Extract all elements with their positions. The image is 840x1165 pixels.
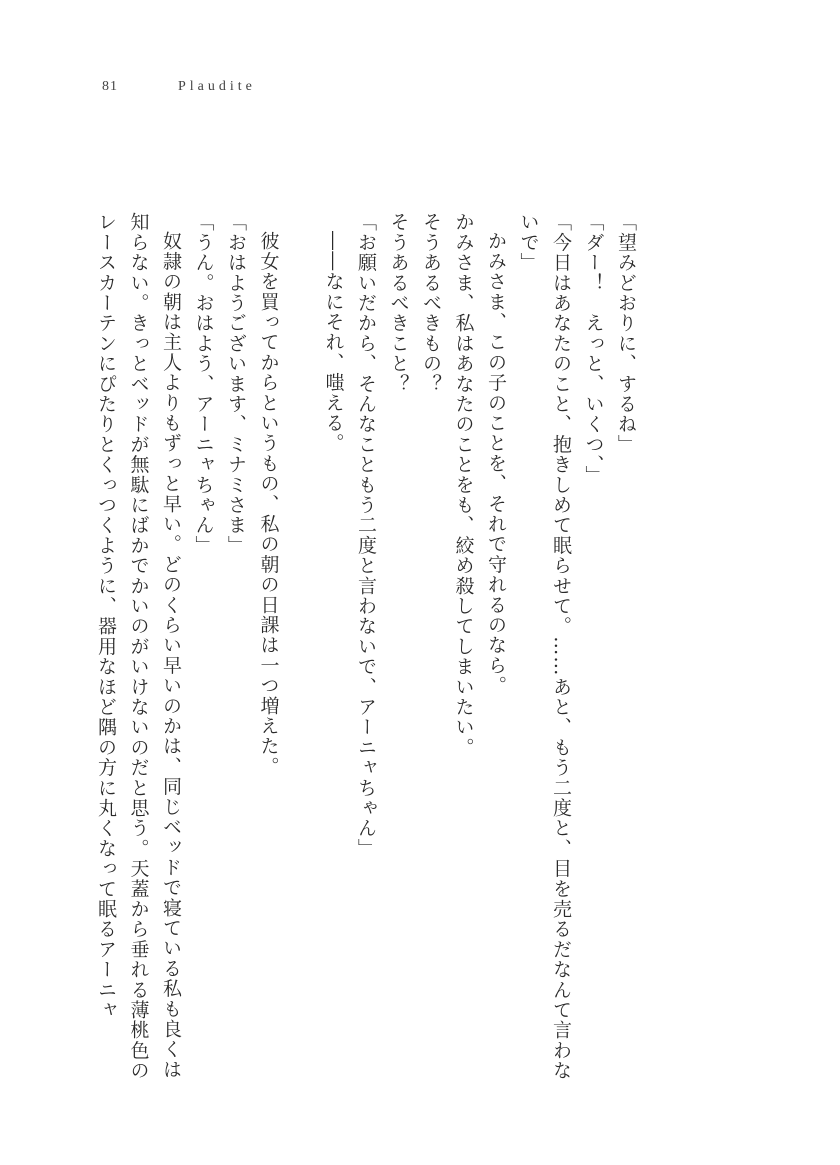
text-line: 「望みどおりに、するね」	[615, 212, 637, 455]
text-line: 奴隷の朝は主人よりもずっと早い。どのくらい早いのかは、同じベッドで寝ている私も良くは知らない。きっとベッドが無駄にばかでかいのがいけないのだと思う。天蓋から垂れる薄桃色のレースカーテンにぴたりとくっつくように、器用なほど隅の方に丸くなって眠るアーニャ	[95, 212, 182, 1081]
text-line: かみさま、この子のことを、それで守れるのなら。	[485, 231, 507, 696]
text-line: かみさま、私はあなたのことをも、絞め殺してしまいたい。	[452, 212, 475, 758]
blank-line	[285, 212, 318, 1082]
text-line: ――なにそれ、嗤える。	[322, 231, 345, 454]
book-title: Plaudite	[178, 79, 256, 94]
text-line: 彼女を買ってからというもの、私の朝の日課は一つ増えた。	[257, 231, 280, 777]
text-line: 「うん。おはよう、アーニャちゃん」	[192, 212, 215, 556]
running-head	[102, 76, 256, 98]
text-line: そうあるべきこと？	[387, 212, 410, 394]
vertical-body-text	[90, 212, 643, 1082]
page-number: 81	[102, 79, 118, 94]
text-line: 「お願いだから、そんなこともう二度と言わないで、アーニャちゃん」	[355, 212, 377, 859]
text-line: 「ダー！ えっと、いくつ、」	[582, 212, 605, 486]
text-line: そうあるべきもの？	[420, 212, 442, 394]
text-line: 「今日はあなたのこと、抱きしめて眠らせて。……あと、もう二度と、目を売るだなんて言わないで」	[517, 212, 572, 1081]
text-line: 「おはようございます、ミナミさま」	[225, 212, 247, 556]
